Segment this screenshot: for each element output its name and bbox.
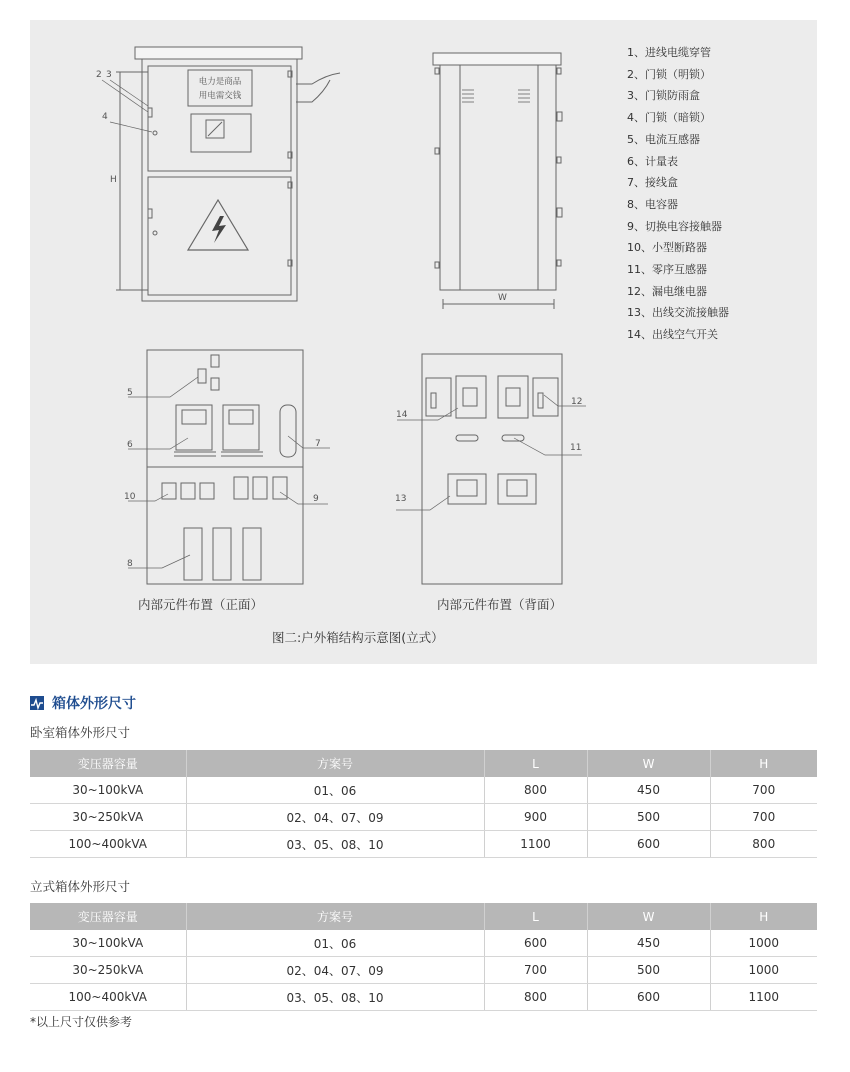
table-row	[30, 984, 817, 1011]
vertical-cabinet-dimensions-table	[30, 903, 817, 1011]
pulse-chart-icon	[30, 696, 44, 710]
section-heading	[30, 693, 136, 713]
header-h: H	[710, 903, 817, 930]
header-capacity: 变压器容量	[30, 903, 186, 930]
header-h: H	[710, 750, 817, 777]
dimension-label-w: W	[498, 293, 507, 303]
header-w: W	[587, 903, 710, 930]
section-title: 箱体外形尺寸	[52, 696, 136, 712]
cell-h: 700	[710, 804, 817, 831]
callout-7: 7	[315, 439, 321, 449]
legend-item: 1、进线电缆穿管	[627, 46, 711, 59]
legend-item: 6、计量表	[627, 154, 678, 168]
legend-item: 4、门锁（暗锁）	[627, 111, 711, 125]
legend-item: 2、门锁（明锁）	[627, 67, 711, 81]
caption-front-layout: 内部元件布置（正面）	[138, 597, 264, 612]
figure-caption: 图二:户外箱结构示意图(立式）	[272, 630, 444, 645]
diagram-panel	[30, 20, 817, 664]
callout-6: 6	[127, 440, 133, 450]
table-header-row	[30, 903, 817, 930]
cell-capacity: 30~250kVA	[30, 957, 186, 984]
cell-w: 500	[587, 804, 710, 831]
legend-item: 3、门锁防雨盒	[627, 89, 700, 103]
cell-scheme: 02、04、07、09	[186, 957, 484, 984]
legend-item: 9、切换电容接触器	[627, 219, 722, 233]
cell-h: 1000	[710, 957, 817, 984]
callout-3: 3	[106, 70, 112, 80]
cell-w: 600	[587, 984, 710, 1011]
cell-h: 800	[710, 831, 817, 858]
cell-w: 450	[587, 777, 710, 804]
cell-w: 600	[587, 831, 710, 858]
legend-item: 14、出线空气开关	[627, 328, 718, 342]
cell-scheme: 01、06	[186, 930, 484, 957]
cell-scheme: 03、05、08、10	[186, 984, 484, 1011]
callout-8: 8	[127, 559, 133, 569]
callout-11: 11	[570, 443, 582, 453]
cell-capacity: 30~250kVA	[30, 804, 186, 831]
callout-4: 4	[102, 112, 108, 122]
cell-capacity: 30~100kVA	[30, 930, 186, 957]
front-panel-text-line2: 用电需交钱	[198, 91, 242, 101]
callout-10: 10	[124, 492, 136, 502]
cell-w: 450	[587, 930, 710, 957]
callout-9: 9	[313, 494, 319, 504]
legend-item: 7、接线盒	[627, 176, 678, 190]
header-capacity: 变压器容量	[30, 750, 186, 777]
horizontal-cabinet-dimensions-table	[30, 750, 817, 858]
callout-2: 2	[96, 70, 102, 80]
internal-layout-front	[124, 350, 330, 584]
footnote: *以上尺寸仅供参考	[30, 1015, 133, 1029]
cell-capacity: 30~100kVA	[30, 777, 186, 804]
cell-l: 700	[484, 957, 587, 984]
cell-h: 700	[710, 777, 817, 804]
cell-capacity: 100~400kVA	[30, 831, 186, 858]
table-row	[30, 804, 817, 831]
table-row	[30, 957, 817, 984]
cell-l: 800	[484, 984, 587, 1011]
header-w: W	[587, 750, 710, 777]
cell-scheme: 02、04、07、09	[186, 804, 484, 831]
table-header-row	[30, 750, 817, 777]
dimension-label-h: H	[110, 175, 117, 185]
legend-item: 13、出线交流接触器	[627, 306, 729, 320]
cell-h: 1100	[710, 984, 817, 1011]
cell-l: 800	[484, 777, 587, 804]
callout-12: 12	[571, 397, 583, 407]
legend-item: 10、小型断路器	[627, 241, 707, 255]
header-l: L	[484, 750, 587, 777]
component-legend	[627, 42, 729, 346]
callout-5: 5	[127, 388, 133, 398]
cell-capacity: 100~400kVA	[30, 984, 186, 1011]
table-row	[30, 777, 817, 804]
legend-item: 8、电容器	[627, 197, 678, 211]
legend-item: 5、电流互感器	[627, 132, 700, 146]
cell-scheme: 03、05、08、10	[186, 831, 484, 858]
legend-item: 11、零序互感器	[627, 263, 707, 277]
cell-w: 500	[587, 957, 710, 984]
vertical-cabinet-table-title: 立式箱体外形尺寸	[30, 879, 131, 894]
table-row	[30, 831, 817, 858]
header-scheme: 方案号	[186, 903, 484, 930]
header-scheme: 方案号	[186, 750, 484, 777]
cell-l: 600	[484, 930, 587, 957]
cell-scheme: 01、06	[186, 777, 484, 804]
legend-item: 12、漏电继电器	[627, 284, 707, 298]
callout-14: 14	[396, 410, 408, 420]
front-view-cabinet	[96, 47, 340, 301]
internal-layout-back	[395, 354, 586, 584]
side-view-cabinet	[433, 53, 562, 309]
cell-h: 1000	[710, 930, 817, 957]
cell-l: 900	[484, 804, 587, 831]
horizontal-cabinet-table-title: 卧室箱体外形尺寸	[30, 725, 131, 740]
caption-back-layout: 内部元件布置（背面）	[437, 597, 563, 612]
front-panel-text-line1: 电力是商品	[198, 77, 242, 87]
cell-l: 1100	[484, 831, 587, 858]
table-row	[30, 930, 817, 957]
header-l: L	[484, 903, 587, 930]
lightning-bolt-icon	[212, 216, 226, 243]
callout-13: 13	[395, 494, 407, 504]
